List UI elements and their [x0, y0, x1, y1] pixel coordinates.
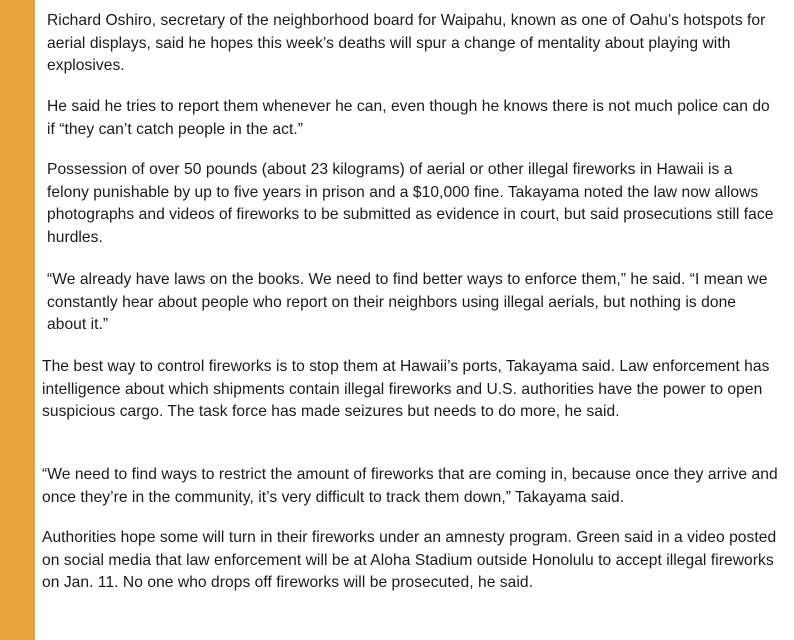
article-paragraph: Authorities hope some will turn in their fireworks under an amnesty program. Green said in a video posted on social media that law enforcement will be at Aloha Stadium outside Honolulu to accept illegal fireworks on Jan. 11. No one who drops off fireworks will be prosecuted, he said.	[42, 529, 777, 592]
article-paragraph: Richard Oshiro, secretary of the neighborhood board for Waipahu, known as one of Oahu’s hotspots for aerial displays, said he hopes this week’s deaths will spur a change of mentality about playing with explosives.	[47, 12, 766, 75]
article-paragraph: He said he tries to report them whenever he can, even though he knows there is not much police can do if “they can’t catch people in the act.”	[47, 98, 770, 138]
article-paragraph: The best way to control fireworks is to stop them at Hawaii’s ports, Takayama said. Law enforcement has intelligence about which shipments contain illegal fireworks and U.S. authorities have the power to open suspicious cargo. The task force has made seizures but needs to do more, he said.	[42, 358, 770, 421]
article-paragraph: “We need to find ways to restrict the amount of fireworks that are coming in, because once they arrive and once they’re in the community, it’s very difficult to track them down,” Takayama said.	[42, 466, 778, 506]
article-paragraph: Possession of over 50 pounds (about 23 kilograms) of aerial or other illegal fireworks in Hawaii is a felony punishable by up to five years in prison and a $10,000 fine. Takayama noted the law now allows photographs and videos of fireworks to be submitted as evidence in court, but said prosecutions still face hurdles.	[47, 161, 774, 247]
article-paragraph: “We already have laws on the books. We need to find better ways to enforce them,” he said. “I mean we constantly hear about people who report on their neighbors using illegal aerials, but nothing is done about it.”	[47, 271, 768, 334]
